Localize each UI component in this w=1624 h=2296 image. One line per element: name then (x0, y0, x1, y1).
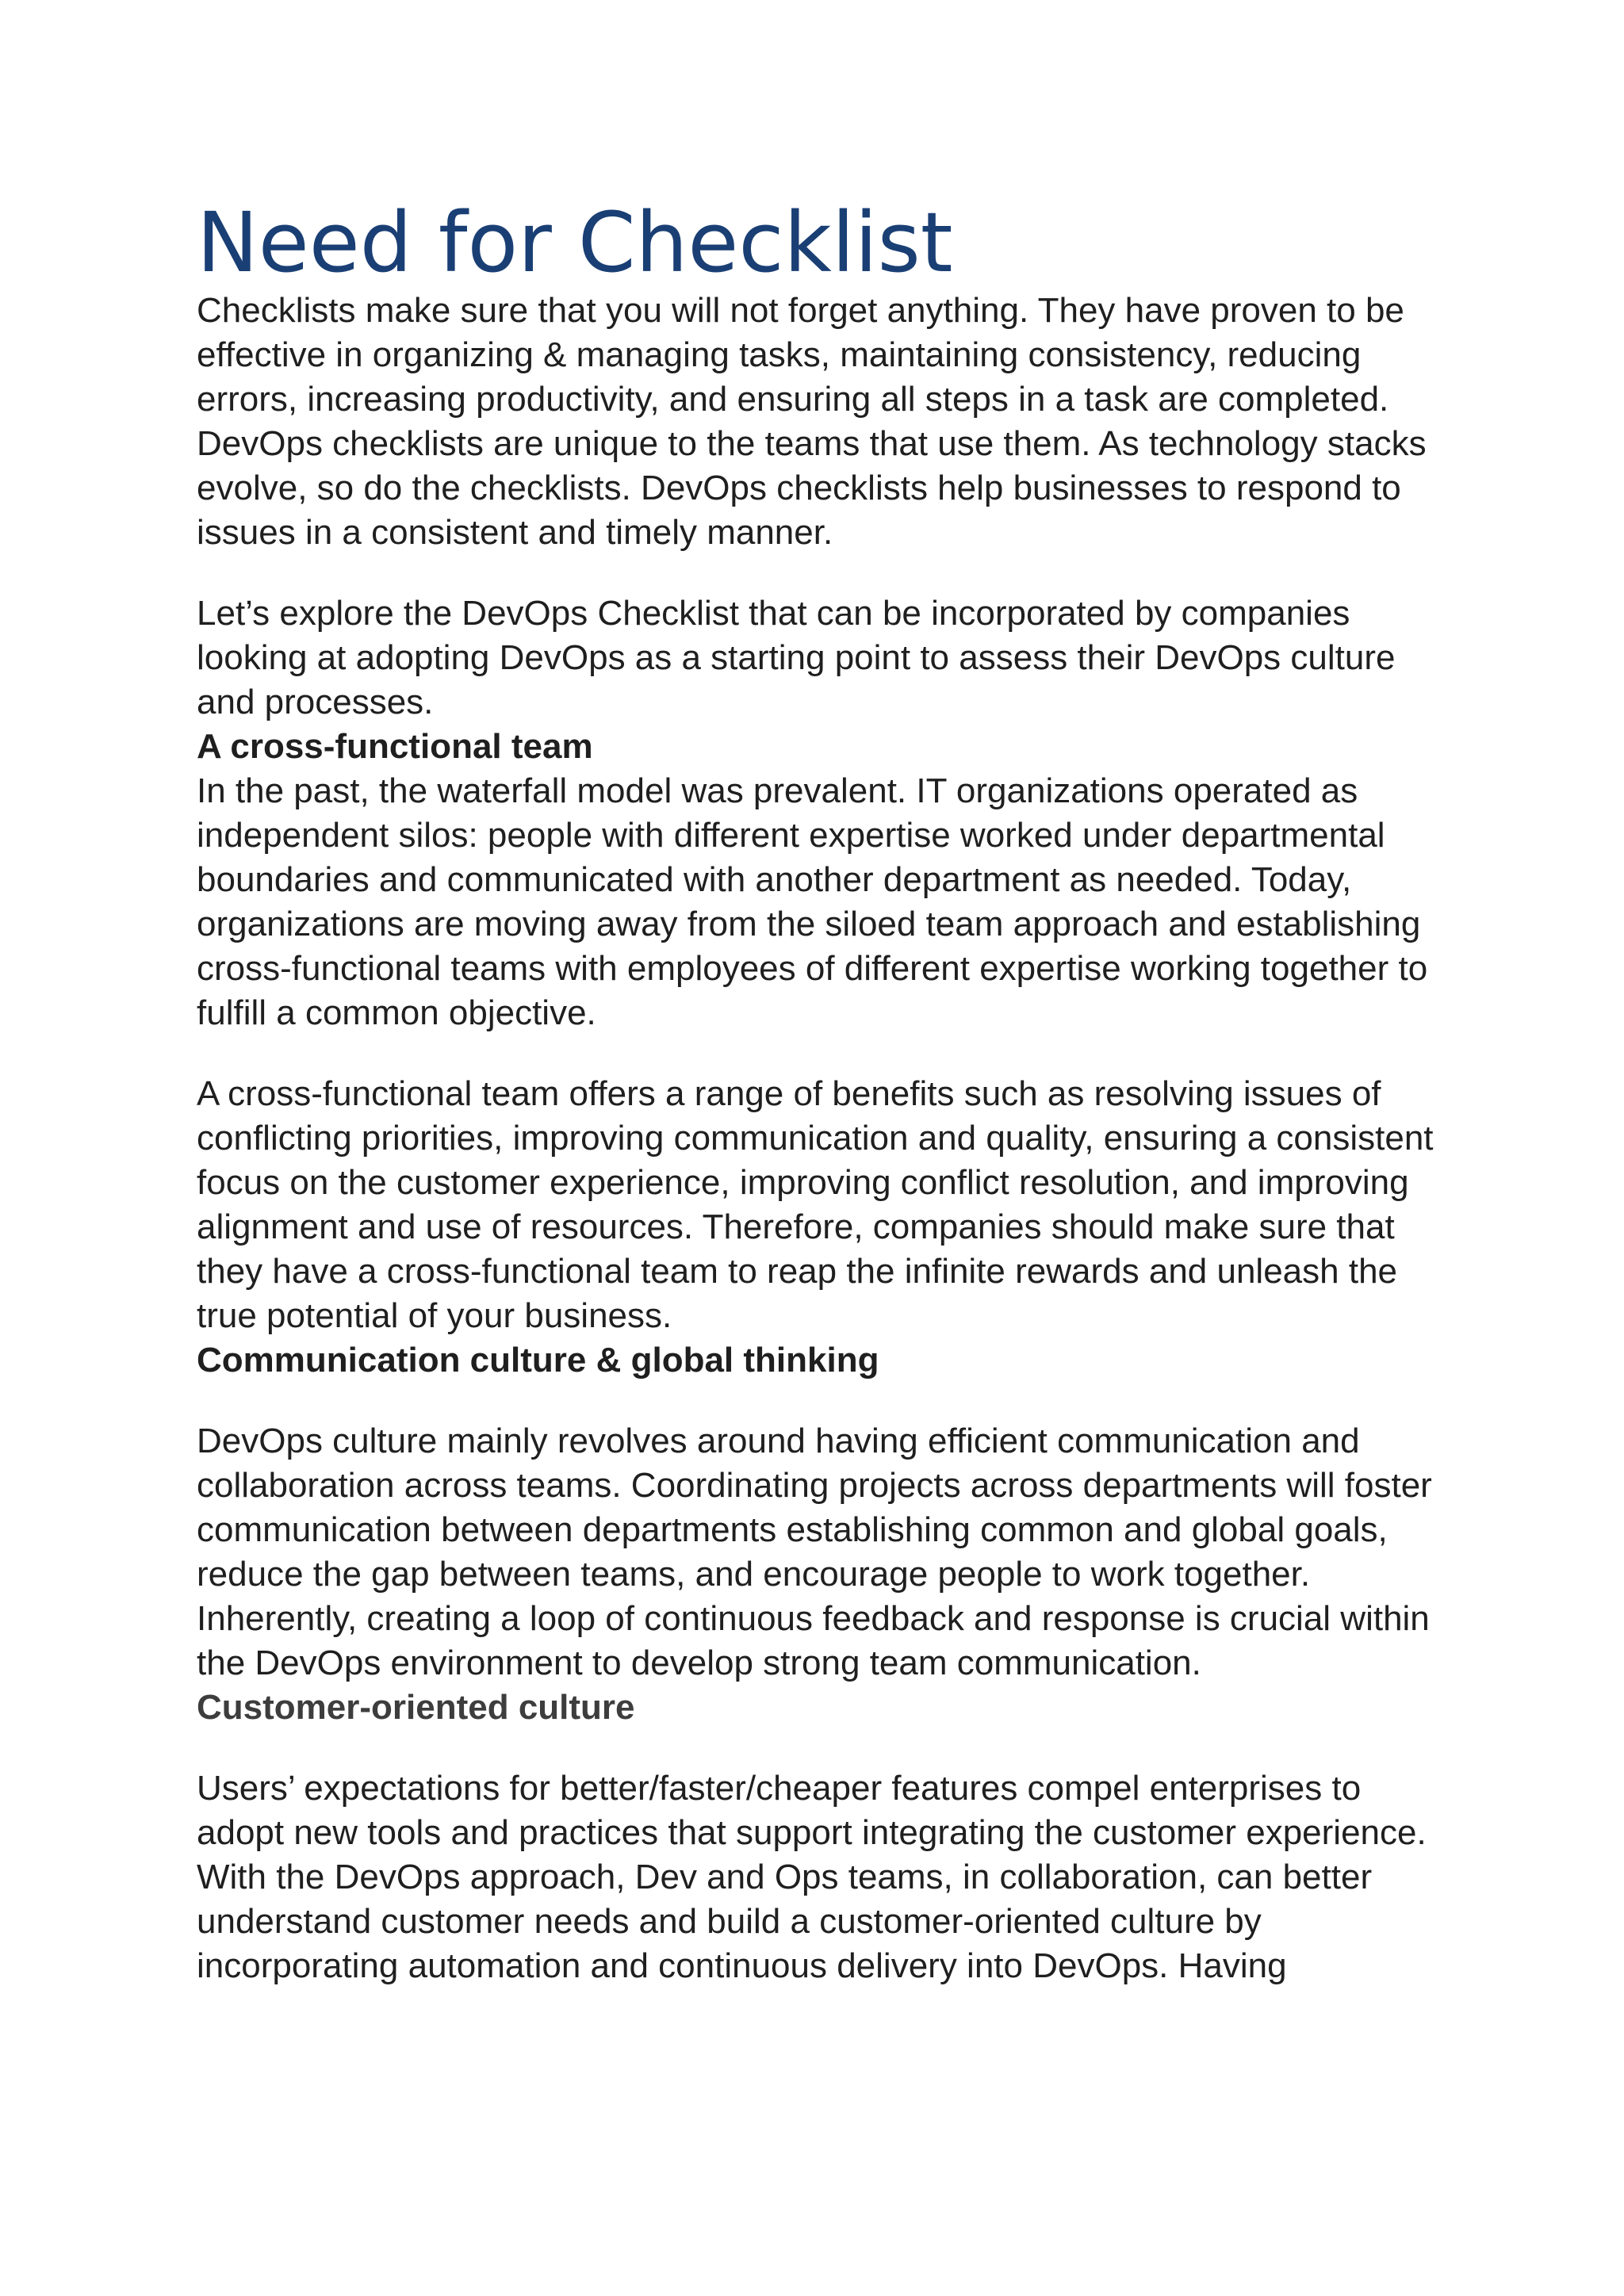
intro-paragraph: Checklists make sure that you will not forget anything. They have proven to be effective in organizing & managing tasks, maintaining consistency, reducing errors, increasing productivity, and ensuring all steps in a task are completed. DevOps checklists are unique to the teams that use them. As technology stacks evolve, so do the checklists. DevOps checklists help businesses to respond to issues in a consistent and timely manner. (197, 291, 1427, 553)
section-paragraph: DevOps culture mainly revolves around having efficient communication and collaboration across teams. Coordinating projects across departments will foster communication between departments establishing common and global goals, reduce the gap between teams, and encourage people to work together. (197, 1422, 1432, 1594)
section-paragraph: Inherently, creating a loop of continuous feedback and response is crucial within the DevOps environment to develop strong team communication. (197, 1599, 1430, 1683)
section-paragraph: Users’ expectations for better/faster/cheaper features compel enterprises to adopt new tools and practices that support integrating the customer experience. (197, 1769, 1427, 1853)
section-heading: Customer-oriented culture (197, 1688, 635, 1728)
section-heading: Communication culture & global thinking (197, 1341, 879, 1380)
section-customer-oriented-culture (197, 1686, 1450, 1988)
section-paragraph: A cross-functional team offers a range of benefits such as resolving issues of conflicting priorities, improving communication and quality, ensuring a consistent focus on the customer experience, improving conflict resolution, and improving alignment and use of resources. Therefore, companies should make sure that they have a cross-functional team to reap the infinite rewards and unleash the true potential of your business. (197, 1074, 1434, 1336)
section-communication-culture (197, 1338, 1450, 1686)
document-page (197, 194, 1450, 1988)
section-paragraph: With the DevOps approach, Dev and Ops teams, in collaboration, can better understand customer needs and build a customer-oriented culture by incorporating automation and continuous delivery into DevOps. Having (197, 1858, 1373, 1986)
explore-paragraph: Let’s explore the DevOps Checklist that can be incorporated by companies looking at adopting DevOps as a starting point to assess their DevOps culture and processes. (197, 594, 1396, 722)
section-cross-functional-team (197, 725, 1450, 1338)
page-title: Need for Checklist (197, 194, 953, 291)
section-paragraph: In the past, the waterfall model was prevalent. IT organizations operated as independent silos: people with different expertise worked under departmental boundaries and communicated with another department as needed. Today, organizations are moving away from the siloed team approach and establishing cross-functional teams with employees of different expertise working together to fulfill a common objective. (197, 771, 1428, 1033)
section-heading: A cross-functional team (197, 727, 593, 767)
